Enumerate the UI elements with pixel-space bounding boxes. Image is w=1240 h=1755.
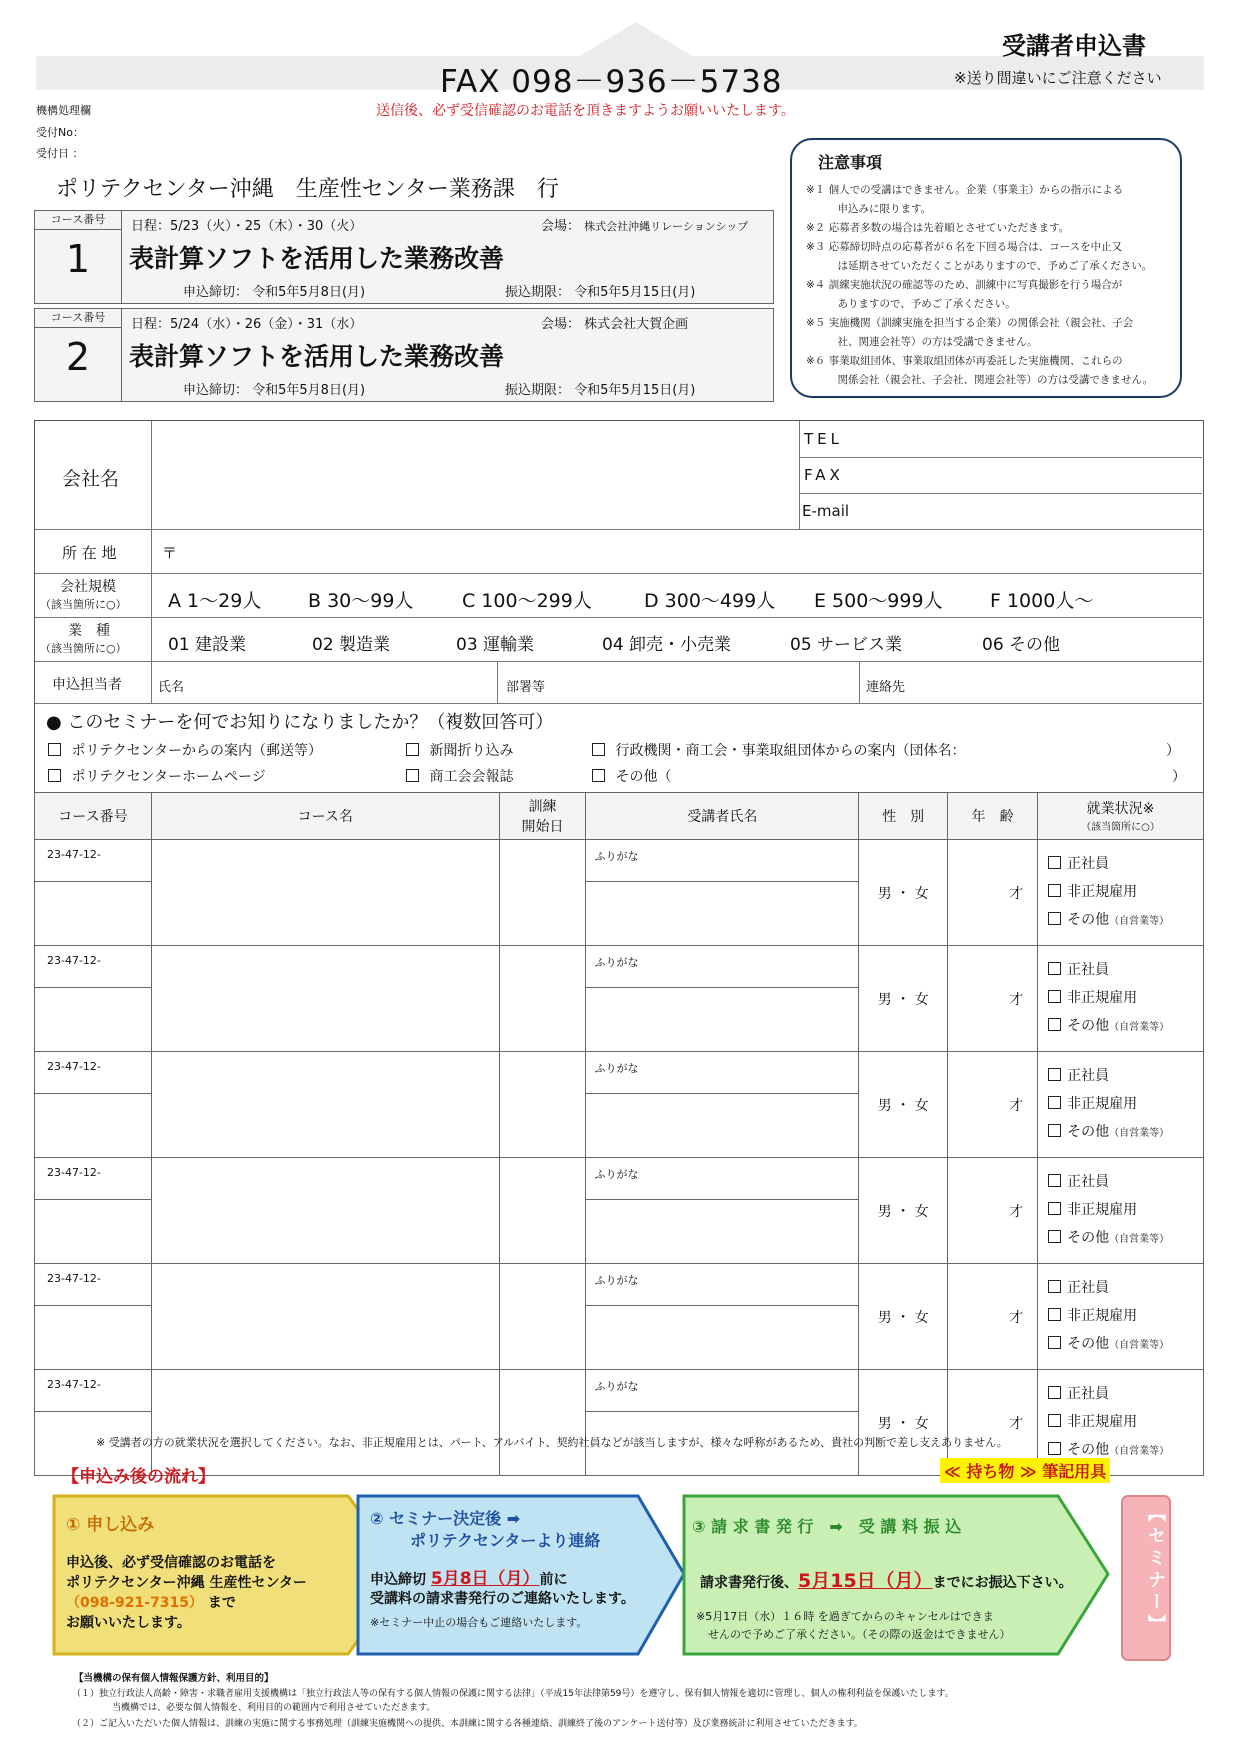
status-nonregular-label: 非正規雇用 (1067, 989, 1138, 1006)
contact-name-field[interactable] (200, 664, 494, 702)
size-option-f[interactable]: F 1000人～ (990, 590, 1094, 612)
note-line: 社、関連会社等）の方は受講できません。 (806, 336, 1038, 348)
step2-line2: 受講料の請求書発行のご連絡いたします。 (370, 1591, 635, 1607)
industry-label: 業 種 (68, 623, 110, 639)
checkbox[interactable] (592, 743, 605, 756)
step3-title: ③ 請 求 書 発 行 ➡ 受 講 料 振 込 (692, 1517, 962, 1536)
row-course-code: 23-47-12- (35, 1264, 152, 1306)
table-row (35, 1264, 1204, 1306)
step2-pre: 申込締切 (370, 1572, 431, 1588)
step1-line4: お願いいたします。 (66, 1615, 191, 1631)
status-other-label: その他 (1067, 1335, 1110, 1352)
row-status (1038, 1158, 1204, 1264)
survey-option-gov[interactable] (592, 740, 965, 760)
privacy-p2: （２）ご記入いただいた個人情報は、訓練の実施に関する事務処理（訓練実施機関への提供、本訓練に関する各種連絡、訓練終了後のアンケート送付等）及び業務統計に利用させていただきます。 (72, 1719, 863, 1729)
size-option-b[interactable]: B 30～99人 (308, 590, 414, 612)
row-course-code-field[interactable] (35, 1306, 152, 1370)
row-course-code: 23-47-12- (35, 840, 152, 882)
status-nonregular-label: 非正規雇用 (1067, 883, 1138, 900)
header-start-line2: 開始日 (521, 819, 564, 835)
status-nonregular-label: 非正規雇用 (1067, 1095, 1138, 1112)
header-start-date (499, 793, 586, 840)
course-number-label: コース番号 (35, 309, 121, 328)
step2-line1 (370, 1564, 568, 1589)
row-status (1038, 946, 1204, 1052)
table-row (35, 1370, 1204, 1412)
row-age[interactable]: 才 (948, 1370, 1038, 1476)
status-regular[interactable] (1048, 850, 1203, 878)
step2-note: ※セミナー中止の場合もご連絡いたします。 (370, 1616, 588, 1629)
row-gender[interactable]: 男 ・ 女 (859, 1158, 948, 1264)
course-venue (541, 313, 688, 332)
header-gender: 性 別 (859, 793, 948, 840)
course-transfer: 振込期限： 令和5年5月15日(月) (505, 383, 696, 398)
tel-field[interactable] (860, 422, 1200, 456)
notes-box (790, 138, 1182, 398)
table-row (35, 1052, 1204, 1094)
size-label: 会社規模 (60, 579, 116, 595)
note-line: ※３ 応募締切時点の応募者が６名を下回る場合は、コースを中止又 (806, 241, 1123, 253)
status-other-sub: （自営業等） (1109, 915, 1170, 927)
fax-warning: ※送り間違いにご注意ください (954, 69, 1162, 87)
status-other-sub: （自営業等） (1109, 1339, 1170, 1351)
header-course-name: コース名 (151, 793, 499, 840)
postal-mark: 〒 (162, 544, 178, 562)
seminar-tab: 【セミナー】 (1145, 1504, 1166, 1636)
flow-title: 【申込み後の流れ】 (62, 1467, 215, 1487)
row-furigana[interactable]: ふりがな (586, 1264, 859, 1306)
row-gender[interactable]: 男 ・ 女 (859, 1264, 948, 1370)
row-start-date-field[interactable] (499, 1158, 586, 1264)
privacy-p1: （１）独立行政法人高齢・障害・求職者雇用支援機構は「独立行政法人等の保有する個人情報の保護に関する法律」（平成15年法律第59号）を遵守し、保有個人情報を適切に管理し、個人の権利利益を保護いたします。 (72, 1689, 954, 1699)
checkbox[interactable] (1048, 1124, 1061, 1137)
note-line: は延期させていただくことがありますので、予めご了承ください。 (806, 260, 1153, 272)
notes-title: 注意事項 (818, 153, 883, 172)
size-option-e[interactable]: E 500～999人 (814, 590, 943, 612)
step1-title: ① 申し込み (66, 1515, 155, 1535)
step2-title2: ポリテクセンターより連絡 (410, 1531, 601, 1550)
status-nonregular-label: 非正規雇用 (1067, 1201, 1138, 1218)
doc-title: 受講者申込書 (1002, 32, 1146, 60)
status-regular[interactable] (1048, 956, 1203, 984)
survey-option-label: その他（ (615, 769, 672, 785)
table-row (35, 840, 1204, 882)
row-name-field[interactable] (586, 882, 859, 946)
status-regular-label: 正社員 (1067, 1067, 1110, 1084)
row-furigana[interactable]: ふりがな (586, 946, 859, 988)
row-course-name-field[interactable] (151, 840, 499, 946)
status-other[interactable] (1048, 906, 1203, 936)
checkbox[interactable] (1048, 1308, 1061, 1321)
course-title: 表計算ソフトを活用した業務改善 (129, 244, 505, 273)
checkbox[interactable] (406, 743, 419, 756)
contact-dept-field[interactable] (560, 664, 856, 702)
row-status (1038, 1264, 1204, 1370)
row-course-name-field[interactable] (151, 1158, 499, 1264)
participant-table (34, 792, 1204, 1476)
office-use-label: 機構処理欄 (36, 104, 91, 117)
step3-note2: せんので予めご了承ください。（その際の返金はできません） (708, 1628, 1011, 1641)
row-furigana[interactable]: ふりがな (586, 840, 859, 882)
step3-note1: ※5月17日（水）１６時 を過ぎてからのキャンセルはできま (696, 1610, 994, 1623)
size-option-d[interactable]: D 300～499人 (644, 590, 776, 612)
note-line: ※２ 応募者多数の場合は先着順とさせていただきます。 (806, 222, 1070, 234)
status-nonregular[interactable] (1048, 1408, 1203, 1436)
note-line: ありますので、予めご了承ください。 (806, 298, 1016, 310)
checkbox[interactable] (1048, 912, 1061, 925)
row-name-field[interactable] (586, 1094, 859, 1158)
step3-post: までにお振込下さい。 (932, 1575, 1073, 1591)
fax-label: FAX (804, 466, 844, 484)
contact-label: 申込担当者 (52, 677, 122, 693)
checkbox[interactable] (1048, 1096, 1061, 1109)
survey-option-other[interactable] (592, 766, 671, 786)
course-dates: 日程：5/24（水）・26（金）・31（水） (131, 317, 363, 332)
privacy-title: 【当機構の保有個人情報保護方針、利用目的】 (74, 1673, 274, 1684)
row-course-name-field[interactable] (151, 1264, 499, 1370)
survey-option-label: 商工会会報誌 (429, 769, 514, 785)
survey-option-homepage[interactable] (48, 766, 266, 786)
status-nonregular[interactable] (1048, 984, 1203, 1012)
checkbox[interactable] (1048, 856, 1061, 869)
industry-option-04[interactable]: 04 卸売・小売業 (602, 635, 732, 655)
addressee: ポリテクセンター沖縄 生産性センター業務課 行 (56, 177, 559, 202)
row-gender[interactable]: 男 ・ 女 (859, 840, 948, 946)
note-line: 申込みに限ります。 (806, 203, 932, 215)
venue-label: 会場： (541, 219, 581, 234)
survey-question: ● このセミナーを何でお知りになりましたか？（複数回答可） (46, 712, 554, 733)
row-age[interactable]: 才 (948, 1264, 1038, 1370)
checkbox[interactable] (1048, 1414, 1061, 1427)
header-course-no: コース番号 (35, 793, 152, 840)
step3-pre: 請求書発行後、 (700, 1575, 798, 1591)
industry-option-02[interactable]: 02 製造業 (312, 635, 391, 655)
course-number: 1 (65, 237, 91, 281)
course-box-1 (34, 210, 774, 304)
header-age: 年 齢 (948, 793, 1038, 840)
checkbox[interactable] (1048, 990, 1061, 1003)
row-start-date-field[interactable] (499, 946, 586, 1052)
row-gender[interactable]: 男 ・ 女 (859, 1052, 948, 1158)
survey-option-bulletin[interactable] (406, 766, 513, 786)
status-other-sub: （自営業等） (1109, 1233, 1170, 1245)
row-age[interactable]: 才 (948, 840, 1038, 946)
contact-name-label: 氏名 (158, 680, 185, 695)
contact-tel-field[interactable] (920, 664, 1200, 702)
table-footnote: ※ 受講者の方の就業状況を選択してください。なお、非正規雇用とは、パート、アルバイト、契約社員などが該当しますが、様々な呼称があるため、貴社の判断で差し支えありません。 (96, 1436, 1008, 1449)
contact-dept-label: 部署等 (506, 680, 546, 695)
checkbox[interactable] (1048, 1202, 1061, 1215)
step3-date: 5月15日（月） (798, 1570, 933, 1592)
header-name: 受講者氏名 (586, 793, 859, 840)
header-status (1038, 793, 1204, 840)
status-nonregular-label: 非正規雇用 (1067, 1307, 1138, 1324)
survey-option-label: ポリテクセンターホームページ (71, 769, 266, 785)
status-nonregular[interactable] (1048, 1090, 1203, 1118)
row-gender[interactable]: 男 ・ 女 (859, 1370, 948, 1476)
status-regular[interactable] (1048, 1062, 1203, 1090)
status-nonregular[interactable] (1048, 1196, 1203, 1224)
checkbox[interactable] (1048, 884, 1061, 897)
fax-field[interactable] (860, 458, 1200, 492)
survey-option-label: ポリテクセンターからの案内（郵送等） (71, 743, 323, 759)
confirm-notice: 送信後、必ず受信確認のお電話を頂きますようお願いいたします。 (376, 103, 795, 119)
size-sub: （該当箇所に○） (40, 598, 127, 611)
survey-other-close: ） (1172, 769, 1186, 785)
industry-option-06[interactable]: 06 その他 (982, 635, 1061, 655)
checkbox[interactable] (1048, 962, 1061, 975)
status-other-label: その他 (1067, 911, 1110, 928)
course-transfer: 振込期限： 令和5年5月15日(月) (505, 285, 696, 300)
checkbox[interactable] (1048, 1442, 1061, 1455)
table-row (35, 1158, 1204, 1200)
status-other-sub: （自営業等） (1109, 1445, 1170, 1457)
address-label: 所 在 地 (62, 544, 117, 562)
note-line: ※６ 事業取組団体、事業取組団体が再委託した実施機関、これらの (806, 355, 1123, 367)
row-course-code: 23-47-12- (35, 946, 152, 988)
survey-option-label: 新聞折り込み (429, 743, 514, 759)
industry-sub: （該当箇所に○） (40, 642, 127, 655)
row-course-name-field[interactable] (151, 1370, 499, 1476)
status-regular[interactable] (1048, 1168, 1203, 1196)
privacy-p1b: 当機構では、必要な個人情報を、利用目的の範囲内で利用させていただきます。 (112, 1703, 436, 1713)
company-name-field[interactable] (152, 422, 796, 526)
status-regular[interactable] (1048, 1380, 1203, 1408)
status-nonregular[interactable] (1048, 878, 1203, 906)
row-status (1038, 840, 1204, 946)
belongings: ≪ 持ち物 ≫ 筆記用具 (940, 1458, 1110, 1483)
row-start-date-field[interactable] (499, 1052, 586, 1158)
status-other-sub: （自営業等） (1109, 1127, 1170, 1139)
row-furigana[interactable]: ふりがな (586, 1052, 859, 1094)
row-gender[interactable]: 男 ・ 女 (859, 946, 948, 1052)
company-name-label: 会社名 (62, 468, 120, 490)
email-label: E-mail (802, 502, 850, 520)
header-status-label: 就業状況※ (1086, 801, 1155, 817)
row-status (1038, 1052, 1204, 1158)
row-course-code-field[interactable] (35, 988, 152, 1052)
row-furigana[interactable]: ふりがな (586, 1370, 859, 1412)
course-deadline: 申込締切： 令和5年5月8日(月) (183, 285, 366, 300)
status-other-label: その他 (1067, 1441, 1110, 1458)
table-row (35, 946, 1204, 988)
status-regular-label: 正社員 (1067, 961, 1110, 978)
status-regular[interactable] (1048, 1274, 1203, 1302)
contact-tel-label: 連絡先 (866, 680, 906, 695)
row-name-field[interactable] (586, 1306, 859, 1370)
course-title: 表計算ソフトを活用した業務改善 (129, 342, 505, 371)
header-start-line1: 訓練 (528, 799, 557, 815)
checkbox[interactable] (1048, 1174, 1061, 1187)
status-regular-label: 正社員 (1067, 1385, 1110, 1402)
status-other[interactable] (1048, 1224, 1203, 1254)
course-deadline: 申込締切： 令和5年5月8日(月) (183, 383, 366, 398)
row-course-name-field[interactable] (151, 946, 499, 1052)
note-line: ※５ 実施機関（訓練実施を担当する企業）の関係会社（親会社、子会 (806, 317, 1134, 329)
checkbox[interactable] (592, 769, 605, 782)
tel-label: TEL (804, 430, 843, 448)
checkbox[interactable] (1048, 1068, 1061, 1081)
row-start-date-field[interactable] (499, 840, 586, 946)
size-option-a[interactable]: A 1～29人 (168, 590, 262, 612)
venue-name: 株式会社大賀企画 (584, 317, 689, 332)
step2-post: 前に (539, 1572, 568, 1588)
note-line: ※４ 訓練実施状況の確認等のため、訓練中に写真撮影を行う場合が (806, 279, 1123, 291)
survey-option-newspaper[interactable] (406, 740, 513, 760)
step1-line3 (66, 1592, 236, 1612)
status-other[interactable] (1048, 1118, 1203, 1148)
course-venue (541, 215, 748, 234)
course-number-label: コース番号 (35, 211, 121, 230)
status-other-label: その他 (1067, 1123, 1110, 1140)
checkbox[interactable] (406, 769, 419, 782)
row-name-field[interactable] (586, 988, 859, 1052)
size-option-c[interactable]: C 100～299人 (462, 590, 592, 612)
course-box-2 (34, 308, 774, 402)
row-course-code: 23-47-12- (35, 1052, 152, 1094)
venue-label: 会場： (541, 317, 581, 332)
status-other[interactable] (1048, 1012, 1203, 1042)
step3-line1 (700, 1566, 1073, 1593)
receipt-no-label: 受付No： (36, 126, 84, 139)
survey-gov-close: ） (1166, 743, 1180, 759)
checkbox[interactable] (1048, 1018, 1061, 1031)
row-course-code-field[interactable] (35, 1094, 152, 1158)
row-course-name-field[interactable] (151, 1052, 499, 1158)
venue-name: 株式会社沖縄リレーションシップ (584, 220, 749, 233)
row-name-field[interactable] (586, 1200, 859, 1264)
checkbox[interactable] (1048, 1386, 1061, 1399)
row-start-date-field[interactable] (499, 1370, 586, 1476)
row-course-code-field[interactable] (35, 882, 152, 946)
survey-option-label: 行政機関・商工会・事業取組団体からの案内（団体名： (615, 743, 966, 759)
row-course-code: 23-47-12- (35, 1158, 152, 1200)
status-nonregular-label: 非正規雇用 (1067, 1413, 1138, 1430)
note-line: ※１ 個人での受講はできません。企業（事業主）からの指示による (806, 184, 1124, 196)
checkbox[interactable] (1048, 1230, 1061, 1243)
note-line: 関係会社（親会社、子会社、関連会社等）の方は受講できません。 (806, 374, 1154, 386)
checkbox[interactable] (48, 769, 61, 782)
step2-date: 5月8日（月） (430, 1569, 540, 1589)
row-course-code-field[interactable] (35, 1200, 152, 1264)
status-regular-label: 正社員 (1067, 855, 1110, 872)
row-course-code: 23-47-12- (35, 1370, 152, 1412)
header-status-sub: （該当箇所に○） (1081, 822, 1160, 833)
industry-option-05[interactable]: 05 サービス業 (790, 635, 903, 655)
table-header-row (35, 793, 1204, 840)
course-number: 2 (65, 335, 91, 379)
row-age[interactable]: 才 (948, 1052, 1038, 1158)
row-age[interactable]: 才 (948, 946, 1038, 1052)
status-nonregular[interactable] (1048, 1302, 1203, 1330)
status-other[interactable] (1048, 1330, 1203, 1360)
status-other-label: その他 (1067, 1229, 1110, 1246)
fax-number: FAX 098－936－5738 (440, 64, 783, 100)
checkbox[interactable] (1048, 1336, 1061, 1349)
row-age[interactable]: 才 (948, 1158, 1038, 1264)
step1-line2: ポリテクセンター沖縄 生産性センター (66, 1575, 307, 1591)
industry-option-03[interactable]: 03 運輸業 (456, 635, 535, 655)
address-field[interactable] (180, 532, 1200, 572)
survey-option-mail[interactable] (48, 740, 322, 760)
status-other-label: その他 (1067, 1017, 1110, 1034)
checkbox[interactable] (48, 743, 61, 756)
step1-made: まで (203, 1595, 236, 1611)
row-furigana[interactable]: ふりがな (586, 1158, 859, 1200)
status-regular-label: 正社員 (1067, 1173, 1110, 1190)
step1-phone: （098-921-7315） (66, 1595, 204, 1611)
status-other-sub: （自営業等） (1109, 1021, 1170, 1033)
receipt-date-label: 受付日 ： (36, 147, 84, 160)
checkbox[interactable] (1048, 1280, 1061, 1293)
step1-line1: 申込後、必ず受信確認のお電話を (66, 1555, 276, 1571)
industry-option-01[interactable]: 01 建設業 (168, 635, 247, 655)
row-start-date-field[interactable] (499, 1264, 586, 1370)
status-regular-label: 正社員 (1067, 1279, 1110, 1296)
step2-title1: ② セミナー決定後 ➡ (370, 1509, 521, 1528)
email-field[interactable] (870, 494, 1200, 528)
course-dates: 日程：5/23（火）・25（木）・30（火） (131, 219, 363, 234)
header-arrow (580, 22, 692, 56)
